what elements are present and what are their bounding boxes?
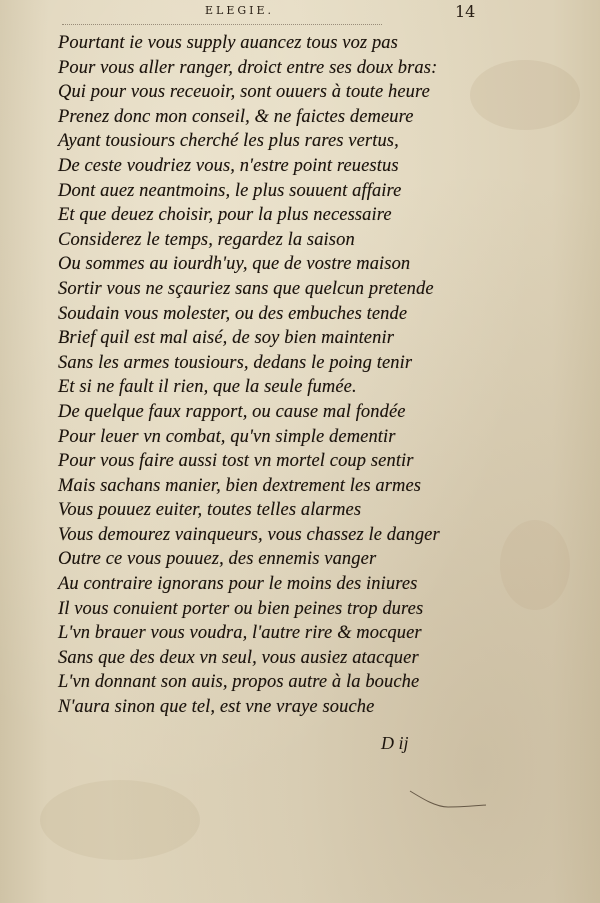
verse-line: Pour vous faire aussi tost vn mortel coup sentir (58, 451, 414, 472)
running-title: ELEGIE. (205, 4, 275, 17)
signature-mark: D ij (381, 733, 409, 753)
paper-stain (40, 780, 200, 860)
verse-line: Pour vous aller ranger, droict entre ses doux bras: (58, 57, 438, 78)
verse-line: Sans que des deux vn seul, vous ausiez atacquer (58, 647, 419, 668)
ink-flourish (408, 785, 488, 815)
verse-line: Au contraire ignorans pour le moins des iniures (58, 574, 418, 595)
verse-line: Prenez donc mon conseil, & ne faictes demeure (58, 106, 414, 127)
verse-line: Et si ne fault il rien, que la seule fumée. (58, 377, 357, 398)
verse-line: Pour leuer vn combat, qu'vn simple dementir (58, 426, 396, 447)
verse-line: Brief quil est mal aisé, de soy bien maintenir (58, 328, 395, 349)
verse-line: L'vn donnant son auis, propos autre à la bouche (58, 672, 420, 693)
verse-line: Dont auez neantmoins, le plus souuent affaire (58, 180, 402, 201)
verse-line: Il vous conuient porter ou bien peines trop dures (58, 598, 424, 619)
verse-line: Considerez le temps, regardez la saison (58, 229, 355, 250)
running-head (0, 2, 600, 22)
head-rule (62, 24, 382, 25)
verse-line: Vous demourez vainqueurs, vous chassez le danger (58, 524, 440, 545)
verse-line: De quelque faux rapport, ou cause mal fondée (58, 401, 406, 422)
verse-line: Et que deuez choisir, pour la plus necessaire (58, 205, 392, 226)
verse-line: Vous pouuez euiter, toutes telles alarmes (58, 500, 362, 521)
verse-line: De ceste voudriez vous, n'estre point reuestus (58, 155, 399, 176)
page-number: 14 (455, 2, 476, 21)
verse-line: Mais sachans manier, bien dextrement les armes (58, 475, 422, 496)
verse-line: Sortir vous ne sçauriez sans que quelcun pretende (58, 278, 434, 299)
verse-line: Sans les armes tousiours, dedans le poing tenir (58, 352, 413, 373)
verse-line: Ou sommes au iourdh'uy, que de vostre maison (58, 254, 411, 275)
paper-stain (470, 60, 580, 130)
verse-line: Ayant tousiours cherché les plus rares vertus, (58, 131, 399, 152)
verse-line: N'aura sinon que tel, est vne vraye souche (58, 697, 375, 718)
verse-line: Outre ce vous pouuez, des ennemis vanger (58, 549, 377, 570)
verse-line: Soudain vous molester, ou des embuches tende (58, 303, 408, 324)
verse-line: L'vn brauer vous voudra, l'autre rire & mocquer (58, 623, 422, 644)
verse-body (58, 31, 448, 720)
verse-line: Qui pour vous receuoir, sont ouuers à toute heure (58, 82, 430, 103)
paper-stain (500, 520, 570, 610)
verse-line: Pourtant ie vous supply auancez tous voz pas (58, 33, 398, 53)
